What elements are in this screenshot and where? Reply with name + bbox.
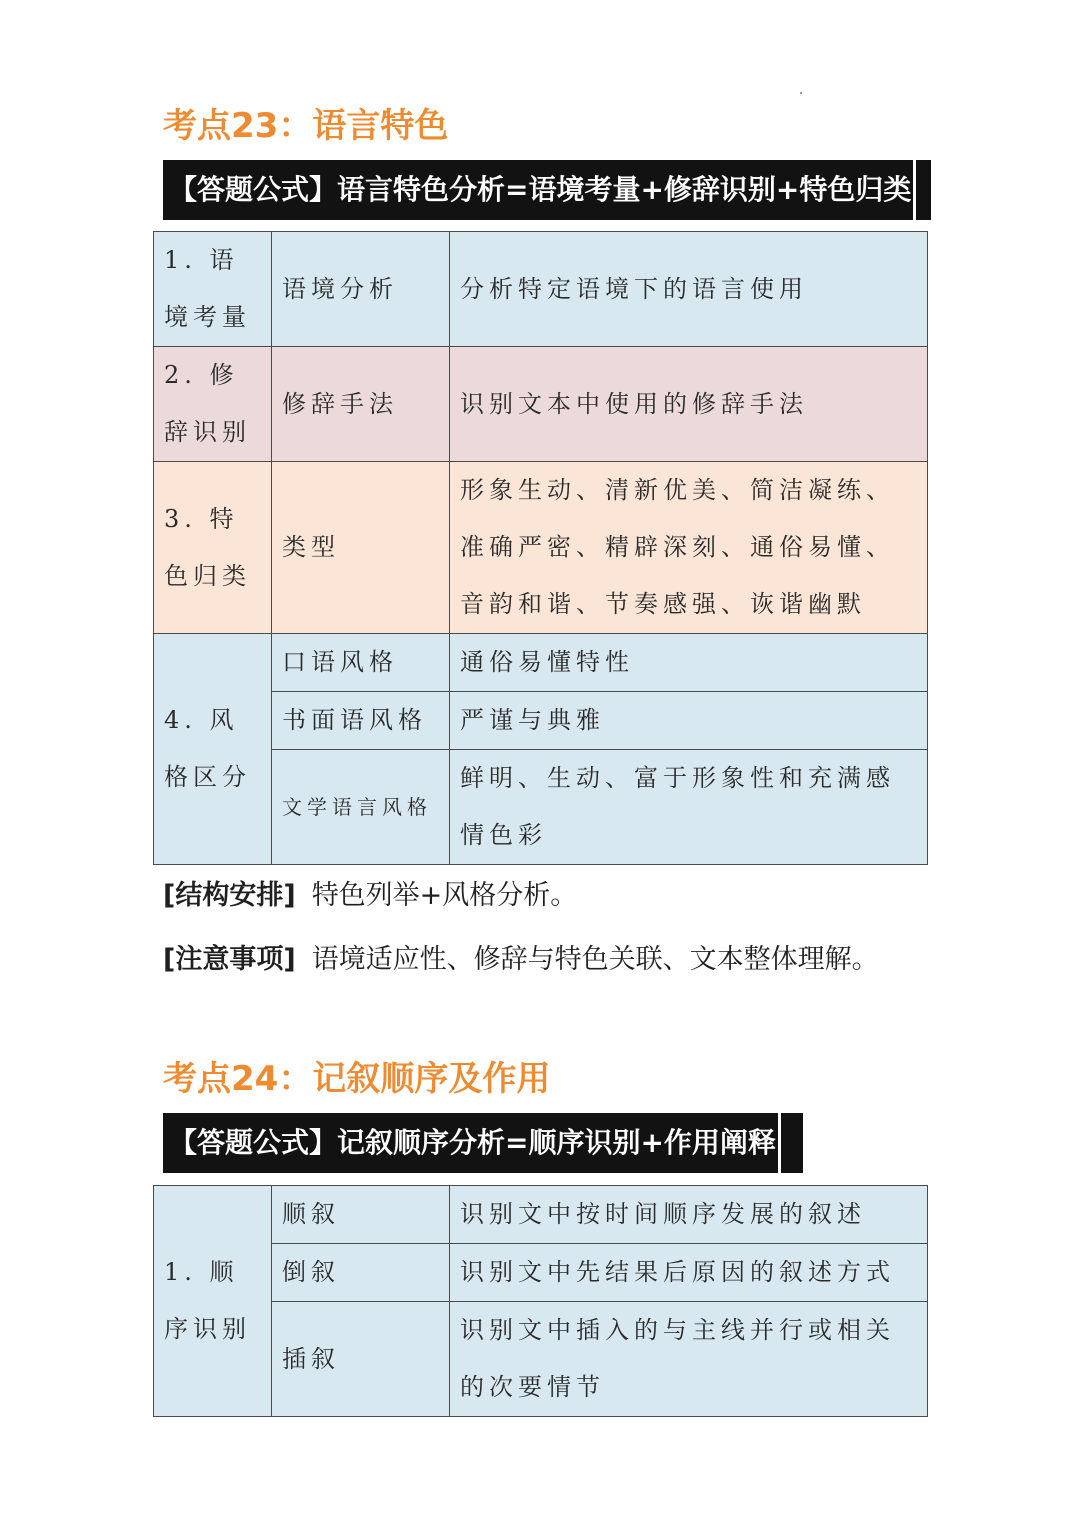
desc-cell: 严谨与典雅 (450, 692, 928, 750)
table-row (154, 634, 928, 692)
stray-dot (800, 92, 802, 94)
structure-text: 特色列举+风格分析。 (311, 880, 578, 911)
item-cell: 文学语言风格 (272, 750, 450, 865)
table-row (154, 1186, 928, 1244)
formula-bar-24 (163, 1113, 803, 1173)
category-cell: 1. 语境考量 (154, 232, 272, 347)
category-cell: 4. 风格区分 (154, 634, 272, 865)
table-row (154, 347, 928, 462)
section-title-23: 考点23：语言特色 (163, 106, 449, 146)
desc-cell: 识别文中按时间顺序发展的叙述 (450, 1186, 928, 1244)
desc-cell: 识别文中插入的与主线并行或相关的次要情节 (450, 1302, 928, 1417)
item-cell: 插叙 (272, 1302, 450, 1417)
structure-label: [结构安排] (163, 880, 296, 911)
section-title-24: 考点24：记叙顺序及作用 (163, 1059, 551, 1099)
feature-table (153, 231, 928, 865)
category-cell: 1. 顺序识别 (154, 1186, 272, 1417)
item-cell: 顺叙 (272, 1186, 450, 1244)
item-cell: 书面语风格 (272, 692, 450, 750)
desc-cell: 识别文本中使用的修辞手法 (450, 347, 928, 462)
formula-text: 【答题公式】记叙顺序分析=顺序识别+作用阐释 (169, 1113, 781, 1173)
item-cell: 口语风格 (272, 634, 450, 692)
item-cell: 类型 (272, 462, 450, 634)
caution-text: 语境适应性、修辞与特色关联、文本整体理解。 (311, 944, 879, 975)
desc-cell: 识别文中先结果后原因的叙述方式 (450, 1244, 928, 1302)
desc-cell: 通俗易懂特性 (450, 634, 928, 692)
structure-note (163, 876, 577, 916)
category-cell: 2. 修辞识别 (154, 347, 272, 462)
formula-bar-23 (163, 160, 931, 220)
item-cell: 倒叙 (272, 1244, 450, 1302)
desc-cell: 分析特定语境下的语言使用 (450, 232, 928, 347)
formula-text: 【答题公式】语言特色分析=语境考量+修辞识别+特色归类 (169, 160, 916, 220)
caution-label: [注意事项] (163, 944, 296, 975)
item-cell: 修辞手法 (272, 347, 450, 462)
narrative-table (153, 1185, 928, 1417)
table-row (154, 462, 928, 634)
desc-cell: 鲜明、生动、富于形象性和充满感情色彩 (450, 750, 928, 865)
category-cell: 3. 特色归类 (154, 462, 272, 634)
item-cell: 语境分析 (272, 232, 450, 347)
caution-note (163, 940, 879, 980)
table-row (154, 232, 928, 347)
desc-cell: 形象生动、清新优美、简洁凝练、准确严密、精辟深刻、通俗易懂、音韵和谐、节奏感强、诙谐幽默 (450, 462, 928, 634)
